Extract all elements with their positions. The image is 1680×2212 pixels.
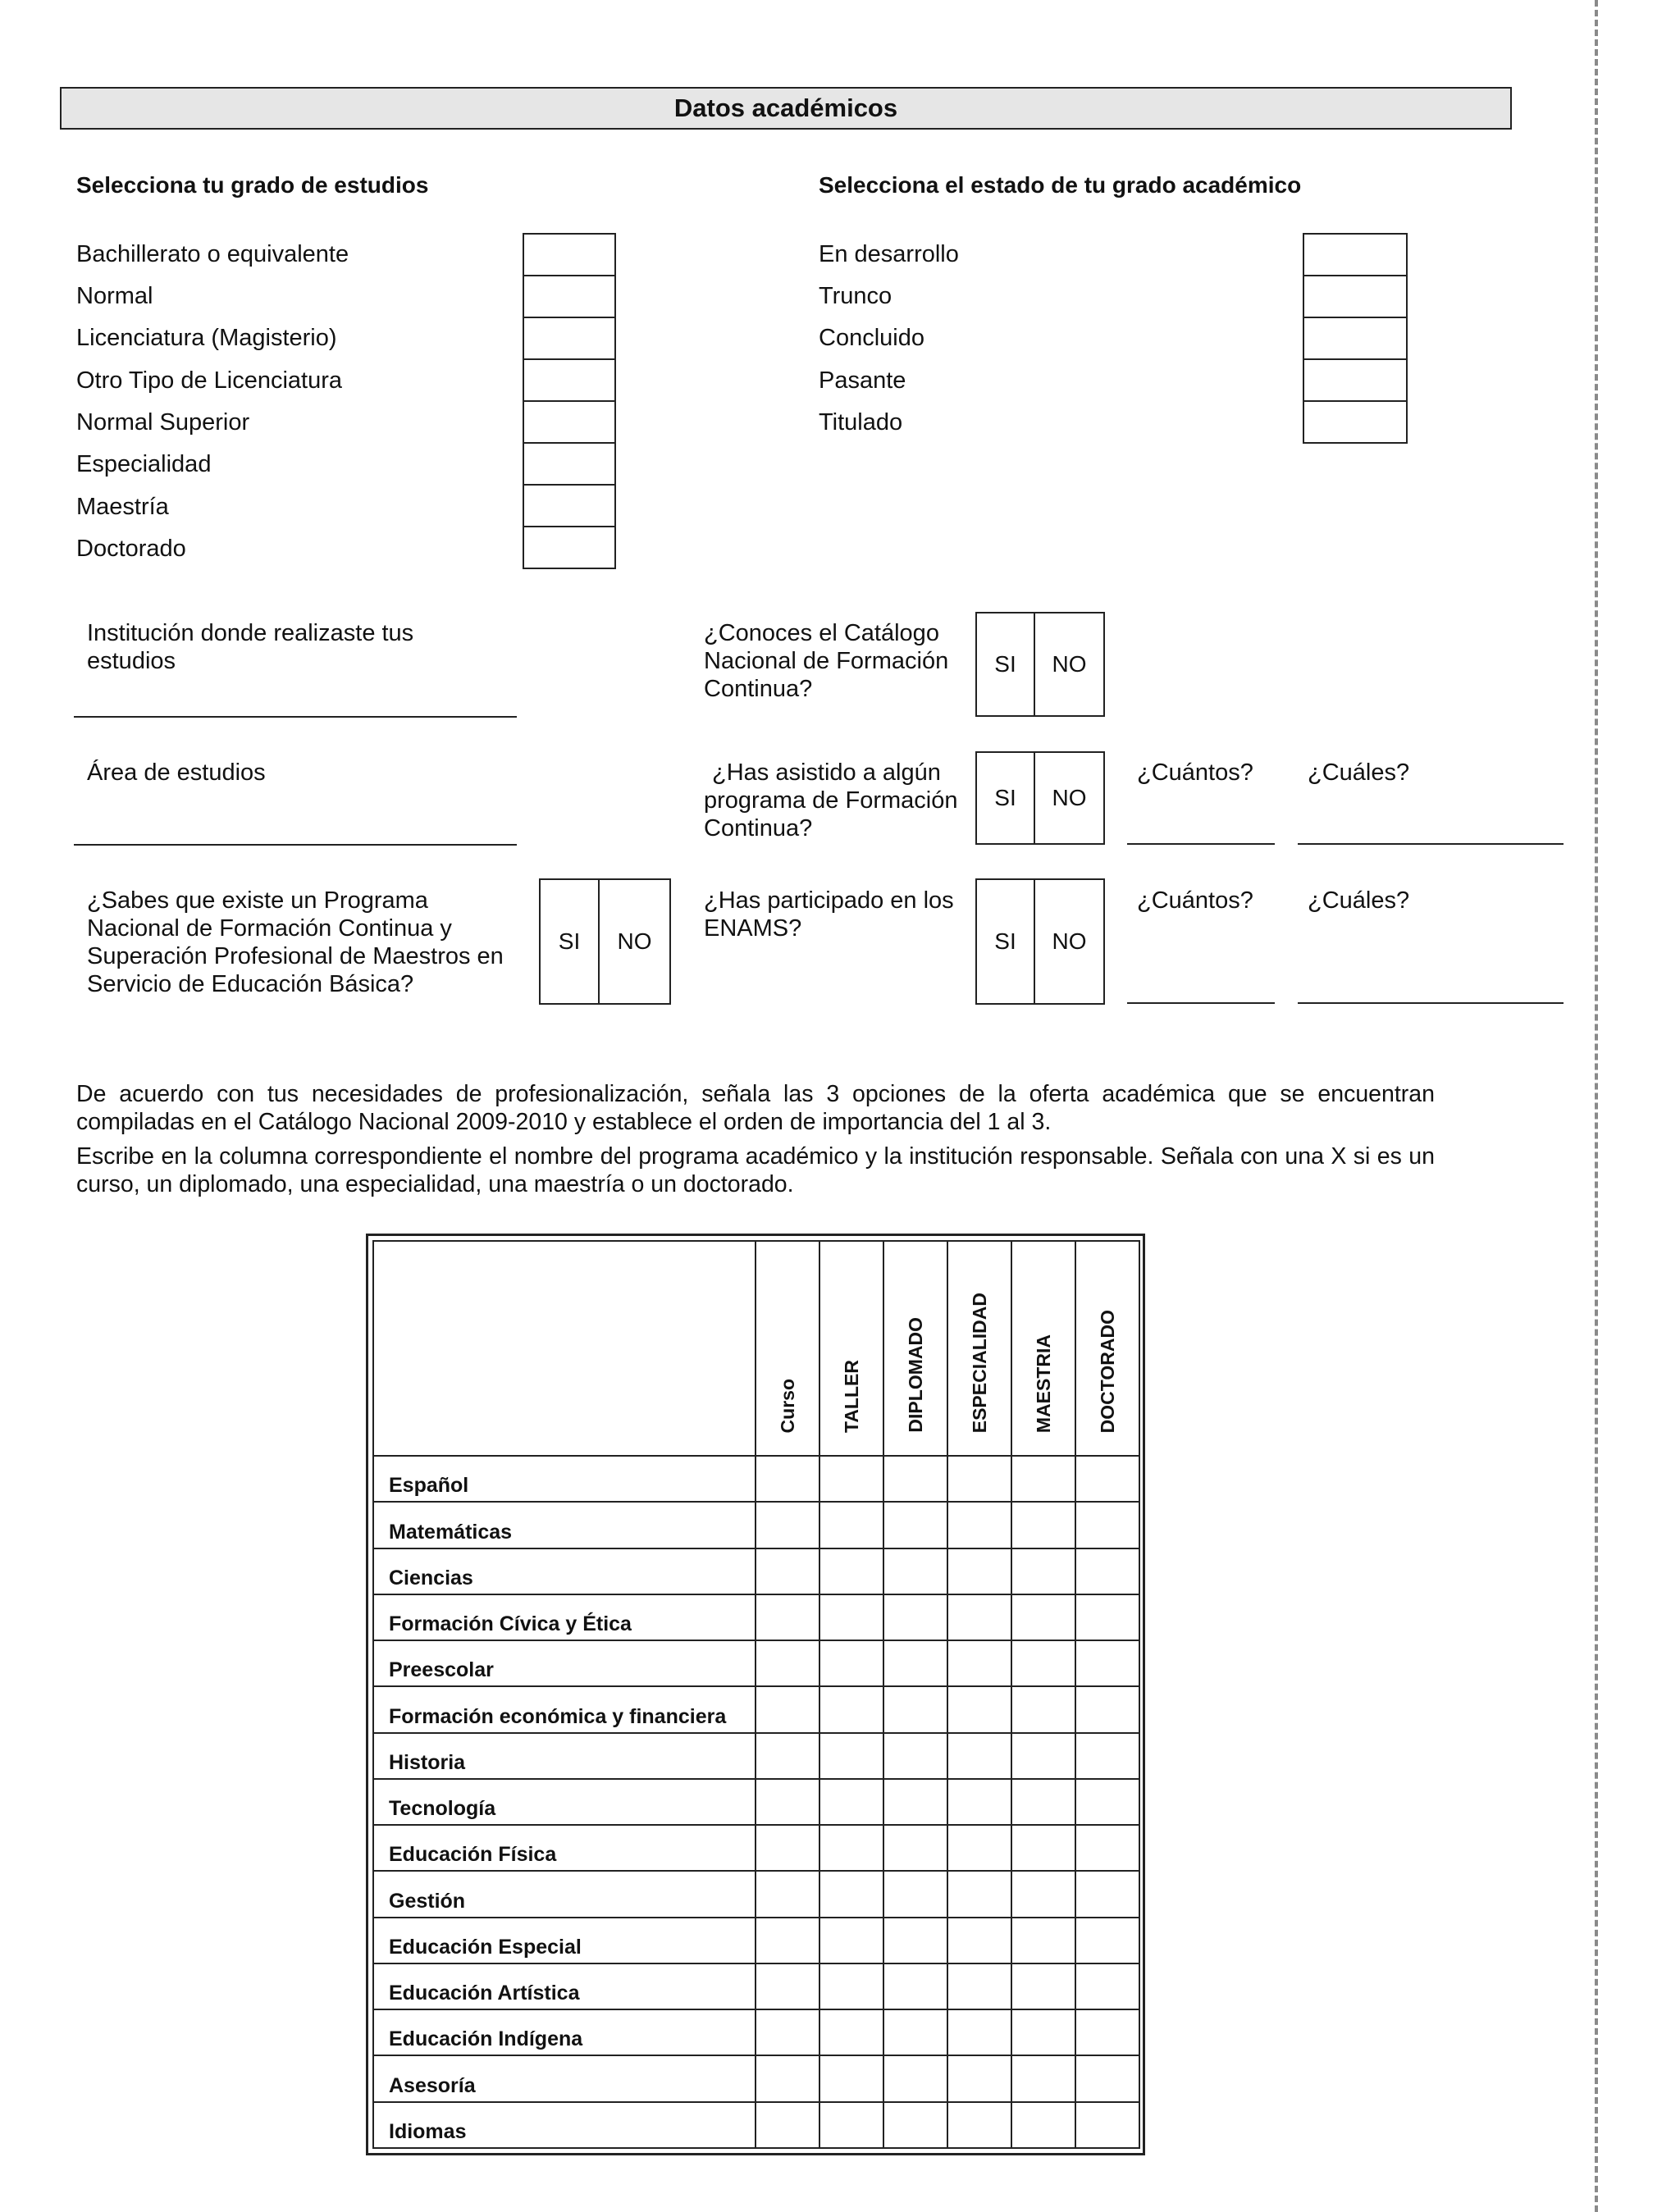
mark-cell[interactable]: [819, 1779, 883, 1825]
mark-cell[interactable]: [883, 1963, 947, 2009]
mark-cell[interactable]: [1075, 1594, 1139, 1640]
mark-cell[interactable]: [1075, 1733, 1139, 1779]
si-option[interactable]: SI: [541, 880, 600, 1003]
grado-checkbox-especialidad[interactable]: [523, 442, 616, 486]
mark-cell[interactable]: [1075, 1963, 1139, 2009]
mark-cell[interactable]: [1011, 1733, 1075, 1779]
mark-cell[interactable]: [883, 1918, 947, 1963]
mark-cell[interactable]: [1011, 1594, 1075, 1640]
mark-cell[interactable]: [1011, 1918, 1075, 1963]
enams-si-no: [975, 878, 1105, 1005]
estado-option-label: En desarrollo: [819, 241, 959, 267]
mark-cell[interactable]: [819, 1918, 883, 1963]
estado-heading: Selecciona el estado de tu grado académico: [819, 172, 1302, 198]
subject-label: Preescolar: [373, 1640, 756, 1686]
catalogo-si-no: [975, 612, 1105, 717]
estado-checkbox-pasante[interactable]: [1303, 358, 1408, 402]
table-row: [373, 1963, 1139, 2009]
column-header-label: DIPLOMADO: [904, 1317, 926, 1433]
subject-label: Educación Física: [373, 1825, 756, 1871]
column-header: [947, 1241, 1011, 1456]
table-row: [373, 1779, 1139, 1825]
estado-option-label: Pasante: [819, 367, 906, 394]
subject-label: Matemáticas: [373, 1502, 756, 1548]
table-row: [373, 1640, 1139, 1686]
programa-nacional-question: ¿Sabes que existe un Programa Nacional de Formación Continua y Superación Profesional de Maestros en Servicio de Educación Básica?: [87, 887, 504, 997]
mark-cell[interactable]: [756, 2009, 819, 2055]
column-header-label: DOCTORADO: [1096, 1309, 1118, 1433]
mark-cell[interactable]: [883, 1825, 947, 1871]
mark-cell[interactable]: [819, 1502, 883, 1548]
mark-cell[interactable]: [1075, 2102, 1139, 2148]
mark-cell[interactable]: [1075, 1779, 1139, 1825]
no-option[interactable]: NO: [1052, 928, 1087, 954]
grado-checkbox-licenciatura[interactable]: [523, 317, 616, 360]
mark-cell[interactable]: [819, 1871, 883, 1917]
column-header: [883, 1241, 947, 1456]
table-corner-cell: [373, 1241, 756, 1456]
si-option[interactable]: SI: [977, 753, 1035, 843]
grado-checkbox-bachillerato[interactable]: [523, 233, 616, 276]
mark-cell[interactable]: [1011, 1548, 1075, 1594]
mark-cell[interactable]: [1011, 1871, 1075, 1917]
enams-cuantos-label: ¿Cuántos?: [1137, 887, 1253, 914]
subject-label: Educación Indígena: [373, 2009, 756, 2055]
catalogo-question: ¿Conoces el Catálogo Nacional de Formación Continua?: [704, 620, 949, 702]
si-option[interactable]: SI: [977, 880, 1035, 1003]
subject-label: Formación económica y financiera: [373, 1686, 756, 1732]
table-row: [373, 1686, 1139, 1732]
no-option[interactable]: NO: [1052, 785, 1087, 810]
asistido-cuales-label: ¿Cuáles?: [1308, 759, 1410, 786]
mark-cell[interactable]: [1011, 1640, 1075, 1686]
subject-label: Español: [373, 1456, 756, 1502]
subject-label: Ciencias: [373, 1548, 756, 1594]
mark-cell[interactable]: [1075, 1825, 1139, 1871]
mark-cell[interactable]: [1011, 1502, 1075, 1548]
estado-checkbox-concluido[interactable]: [1303, 317, 1408, 360]
mark-cell[interactable]: [1075, 1918, 1139, 1963]
mark-cell[interactable]: [1011, 1779, 1075, 1825]
mark-cell[interactable]: [1011, 1825, 1075, 1871]
mark-cell[interactable]: [756, 1963, 819, 2009]
asistido-si-no: [975, 751, 1105, 845]
mark-cell[interactable]: [819, 1456, 883, 1502]
mark-cell[interactable]: [947, 1963, 1011, 2009]
asistido-cuales-input-line[interactable]: [1298, 843, 1564, 845]
section-title: Datos académicos: [60, 87, 1512, 130]
enams-question: ¿Has participado en los ENAMS?: [704, 887, 954, 942]
estado-option-label: Trunco: [819, 283, 892, 309]
estado-checkbox-trunco[interactable]: [1303, 275, 1408, 318]
mark-cell[interactable]: [756, 2102, 819, 2148]
mark-cell[interactable]: [947, 1825, 1011, 1871]
mark-cell[interactable]: [756, 1456, 819, 1502]
mark-cell[interactable]: [756, 1825, 819, 1871]
mark-cell[interactable]: [947, 1548, 1011, 1594]
estado-option-label: Concluido: [819, 325, 924, 351]
mark-cell[interactable]: [819, 1733, 883, 1779]
grado-option-label: Doctorado: [76, 536, 186, 562]
mark-cell[interactable]: [947, 1456, 1011, 1502]
mark-cell[interactable]: [947, 1918, 1011, 1963]
subject-label: Educación Artística: [373, 1963, 756, 2009]
grado-option-label: Licenciatura (Magisterio): [76, 325, 337, 351]
mark-cell[interactable]: [819, 2055, 883, 2101]
mark-cell[interactable]: [1075, 2055, 1139, 2101]
mark-cell[interactable]: [1011, 2055, 1075, 2101]
mark-cell[interactable]: [947, 1640, 1011, 1686]
asistido-question: ¿Has asistido a algún programa de Formación Continua?: [704, 759, 958, 841]
table-row: [373, 1871, 1139, 1917]
mark-cell[interactable]: [883, 1640, 947, 1686]
mark-cell[interactable]: [947, 1502, 1011, 1548]
institucion-label: Institución donde realizaste tus estudios: [87, 620, 414, 674]
estado-checkbox-en-desarrollo[interactable]: [1303, 233, 1408, 276]
no-option[interactable]: NO: [617, 928, 652, 954]
mark-cell[interactable]: [947, 2009, 1011, 2055]
mark-cell[interactable]: [756, 2055, 819, 2101]
mark-cell[interactable]: [1075, 1871, 1139, 1917]
mark-cell[interactable]: [883, 1779, 947, 1825]
grado-checkbox-otra-licenciatura[interactable]: [523, 358, 616, 402]
grado-option-label: Otro Tipo de Licenciatura: [76, 367, 343, 394]
table-row: [373, 2102, 1139, 2148]
mark-cell[interactable]: [947, 1779, 1011, 1825]
subject-label: Gestión: [373, 1871, 756, 1917]
mark-cell[interactable]: [756, 1640, 819, 1686]
mark-cell[interactable]: [756, 1594, 819, 1640]
mark-cell[interactable]: [1075, 1640, 1139, 1686]
mark-cell[interactable]: [819, 1825, 883, 1871]
table-row: [373, 2055, 1139, 2101]
enams-cuantos-input-line[interactable]: [1127, 1002, 1275, 1004]
table-row: [373, 1502, 1139, 1548]
grado-option-label: Normal: [76, 283, 153, 309]
oferta-academica-table: [366, 1234, 1145, 2155]
area-input-line[interactable]: [74, 844, 517, 846]
subject-label: Historia: [373, 1733, 756, 1779]
column-header: [756, 1241, 819, 1456]
asistido-cuantos-input-line[interactable]: [1127, 843, 1275, 845]
subject-label: Tecnología: [373, 1779, 756, 1825]
mark-cell[interactable]: [1075, 1502, 1139, 1548]
mark-cell[interactable]: [1075, 1456, 1139, 1502]
grado-option-label: Maestría: [76, 494, 169, 520]
mark-cell[interactable]: [883, 1871, 947, 1917]
mark-cell[interactable]: [756, 1733, 819, 1779]
asistido-cuantos-label: ¿Cuántos?: [1137, 759, 1253, 786]
institucion-input-line[interactable]: [74, 716, 517, 718]
si-option[interactable]: SI: [977, 613, 1035, 715]
mark-cell[interactable]: [756, 1779, 819, 1825]
table-row: [373, 1548, 1139, 1594]
table-row: [373, 1825, 1139, 1871]
enams-cuales-label: ¿Cuáles?: [1308, 887, 1410, 914]
page-cut-line: [1595, 0, 1598, 2212]
programa-nacional-si-no: [539, 878, 671, 1005]
mark-cell[interactable]: [819, 1594, 883, 1640]
grado-checkbox-normal[interactable]: [523, 275, 616, 318]
column-header-label: TALLER: [840, 1359, 862, 1433]
table-row: [373, 1733, 1139, 1779]
mark-cell[interactable]: [819, 1640, 883, 1686]
column-header: [1011, 1241, 1075, 1456]
table-row: [373, 1594, 1139, 1640]
mark-cell[interactable]: [756, 1871, 819, 1917]
mark-cell[interactable]: [883, 1548, 947, 1594]
mark-cell[interactable]: [819, 2102, 883, 2148]
mark-cell[interactable]: [756, 1918, 819, 1963]
subject-label: Idiomas: [373, 2102, 756, 2148]
mark-cell[interactable]: [756, 1502, 819, 1548]
mark-cell[interactable]: [756, 1686, 819, 1732]
mark-cell[interactable]: [947, 1594, 1011, 1640]
column-header: [819, 1241, 883, 1456]
mark-cell[interactable]: [883, 1456, 947, 1502]
mark-cell[interactable]: [947, 1733, 1011, 1779]
mark-cell[interactable]: [756, 1548, 819, 1594]
mark-cell[interactable]: [1011, 1963, 1075, 2009]
column-header-label: Curso: [776, 1378, 798, 1433]
no-option[interactable]: NO: [1052, 651, 1087, 677]
mark-cell[interactable]: [947, 2055, 1011, 2101]
table-row: [373, 1456, 1139, 1502]
mark-cell[interactable]: [883, 1594, 947, 1640]
mark-cell[interactable]: [1075, 1686, 1139, 1732]
grado-option-label: Normal Superior: [76, 409, 250, 436]
instructions-paragraph-1: De acuerdo con tus necesidades de profesionalización, señala las 3 opciones de la oferta académica que se encuentran compiladas en el Catálogo Nacional 2009-2010 y establece el orden de importancia del 1 al 3.: [76, 1081, 1435, 1135]
mark-cell[interactable]: [947, 1686, 1011, 1732]
mark-cell[interactable]: [819, 1548, 883, 1594]
column-header-label: MAESTRIA: [1032, 1334, 1054, 1433]
area-label: Área de estudios: [87, 759, 266, 786]
table-row: [373, 2009, 1139, 2055]
column-header: [1075, 1241, 1139, 1456]
mark-cell[interactable]: [1011, 1456, 1075, 1502]
subject-label: Formación Cívica y Ética: [373, 1594, 756, 1640]
grado-heading: Selecciona tu grado de estudios: [76, 172, 429, 198]
estado-option-label: Titulado: [819, 409, 903, 436]
table-row: [373, 1918, 1139, 1963]
mark-cell[interactable]: [1011, 2102, 1075, 2148]
mark-cell[interactable]: [883, 1686, 947, 1732]
grado-checkbox-normal-superior[interactable]: [523, 400, 616, 444]
instructions-paragraph-2: Escribe en la columna correspondiente el nombre del programa académico y la institución responsable. Señala con una X si es un curso, un diplomado, una especialidad, una maestría o un doctorado.: [76, 1143, 1435, 1197]
mark-cell[interactable]: [883, 1502, 947, 1548]
mark-cell[interactable]: [883, 2009, 947, 2055]
mark-cell[interactable]: [1011, 1686, 1075, 1732]
mark-cell[interactable]: [883, 1733, 947, 1779]
mark-cell[interactable]: [947, 1871, 1011, 1917]
grado-option-label: Especialidad: [76, 451, 212, 477]
subject-label: Asesoría: [373, 2055, 756, 2101]
enams-cuales-input-line[interactable]: [1298, 1002, 1564, 1004]
table-header-row: [373, 1241, 1139, 1456]
mark-cell[interactable]: [819, 1963, 883, 2009]
grado-checkbox-doctorado[interactable]: [523, 526, 616, 569]
subject-label: Educación Especial: [373, 1918, 756, 1963]
grado-checkbox-maestria[interactable]: [523, 484, 616, 527]
mark-cell[interactable]: [947, 2102, 1011, 2148]
mark-cell[interactable]: [819, 1686, 883, 1732]
mark-cell[interactable]: [819, 2009, 883, 2055]
grado-option-label: Bachillerato o equivalente: [76, 241, 349, 267]
mark-cell[interactable]: [1011, 2009, 1075, 2055]
estado-checkbox-titulado[interactable]: [1303, 400, 1408, 444]
mark-cell[interactable]: [1075, 2009, 1139, 2055]
mark-cell[interactable]: [883, 2055, 947, 2101]
mark-cell[interactable]: [883, 2102, 947, 2148]
column-header-label: ESPECIALIDAD: [968, 1292, 990, 1433]
mark-cell[interactable]: [1075, 1548, 1139, 1594]
